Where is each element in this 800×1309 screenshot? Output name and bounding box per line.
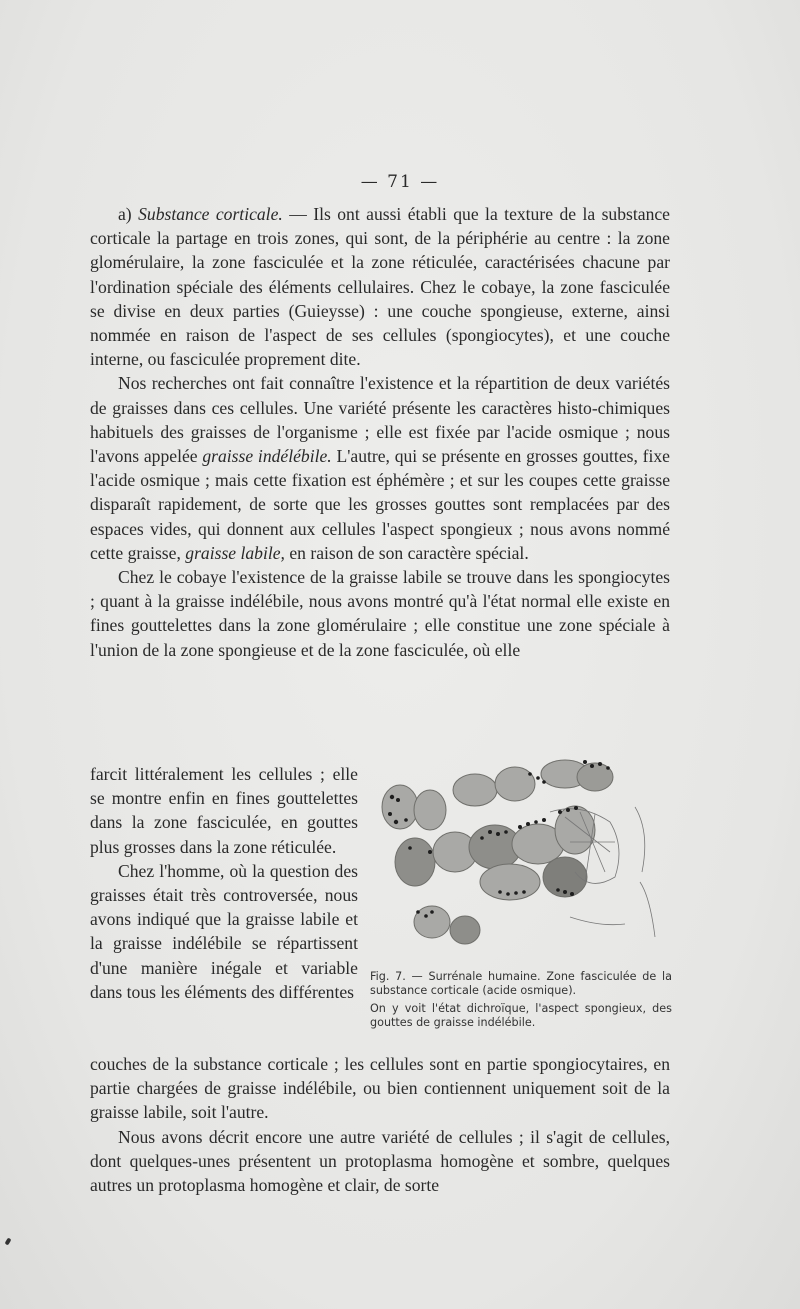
page-number: — 71 — <box>360 172 440 192</box>
histology-drawing <box>370 752 670 967</box>
ink-speck <box>5 1237 12 1245</box>
paragraph-autre-variete: Nous avons décrit encore une autre variété de cellules ; il s'agit de cellules, dont quelques-unes présentent un protoplasma homogène et sombre, quelques autres un protoplasma homogène et clair, de sorte <box>90 1126 670 1196</box>
cell <box>382 785 418 829</box>
paragraph-text: en raison de son caractère spécial. <box>284 542 529 563</box>
figure-caption <box>370 970 672 1030</box>
paragraph-substance-corticale <box>90 202 670 371</box>
after-figure-text <box>90 1052 670 1197</box>
figure-illustration <box>370 752 670 967</box>
fibre <box>635 807 645 872</box>
cell <box>480 864 540 900</box>
fibre <box>640 882 655 937</box>
paragraph-homme: Chez l'homme, où la question des graisses était très controversée, nous avons indiqué que la graisse labile et la graisse indélébile se répartissent d'une manière inégale et variable dans tous les éléments des différentes <box>90 860 358 1002</box>
term-graisse-labile: graisse labile, <box>185 542 285 563</box>
section-label: a) <box>118 204 139 224</box>
wrapped-text-block <box>90 762 358 1004</box>
section-title: Substance corticale. <box>138 204 283 224</box>
cell <box>453 774 497 806</box>
paragraph-text: Nos recherches ont fait connaître l'existence et la répartition de deux variétés de graisses dans ces cellules. Une variété présente les caractères histo-chimiques habituels des graisses de l'organisme ; elle est fixée par l'acide osmique ; nous l'avons appelée <box>90 373 670 467</box>
main-text-block <box>90 202 670 662</box>
cell <box>450 916 480 944</box>
caption-body: On y voit l'état dichroïque, l'aspect spongieux, des gouttes de graisse indélébile. <box>370 1002 672 1029</box>
term-graisse-indelebile: graisse indélébile. <box>202 446 332 467</box>
paragraph-cobaye: Chez le cobaye l'existence de la graisse labile se trouve dans les spongiocytes ; quant à la graisse indélébile, nous avons montré qu'à l'état normal elle existe en fines gouttelettes dans la zone glomérulaire ; elle constitue une zone spéciale à l'union de la zone spongieuse et de la zone fasciculée, où elle <box>90 567 670 660</box>
caption-title: Fig. 7. — Surrénale humaine. Zone fasciculée de la substance corticale (acide osmique). <box>370 970 672 997</box>
paragraph-graisses <box>90 371 670 565</box>
paragraph-cobaye-continued: farcit littéralement les cellules ; elle se montre enfin en fines gouttelettes dans la zone fasciculée, en gouttes plus grosses dans la zone réticulée. <box>90 764 358 857</box>
paragraph-text: — Ils ont aussi établi que la texture de la substance corticale la partage en trois zones, qui sont, de la périphérie au centre : la zone glomérulaire, la zone fasciculée et la zone réticulée, caractérisées chacune par l'ordination spéciale des éléments cellulaires. Chez le cobaye, la zone fasciculée se divise en deux parties (Guieysse) : une couche spongieuse, externe, ainsi nommée en raison de l'aspect de ses cellules (spongiocytes), et une couche interne, ou fasciculée proprement dite. <box>90 204 670 370</box>
paragraph-homme-continued: couches de la substance corticale ; les cellules sont en partie spongiocytaires, en partie chargées de graisse indélébile, ou bien contiennent uniquement soit de la graisse labile, soit l'autre. <box>90 1054 670 1123</box>
cell <box>414 790 446 830</box>
paragraph-text: L'autre, qui se présente en grosses gouttes, fixe l'acide osmique ; mais cette fixation est éphémère ; et sur les coupes cette graisse disparaît rapidement, de sorte que les grosses gouttes sont remplacées par des espaces vides, qui donnent aux cellules l'aspect spongieux ; nous avons nommé cette graisse, <box>90 446 670 563</box>
cell <box>495 767 535 801</box>
fibre <box>570 917 625 925</box>
cell <box>395 838 435 886</box>
